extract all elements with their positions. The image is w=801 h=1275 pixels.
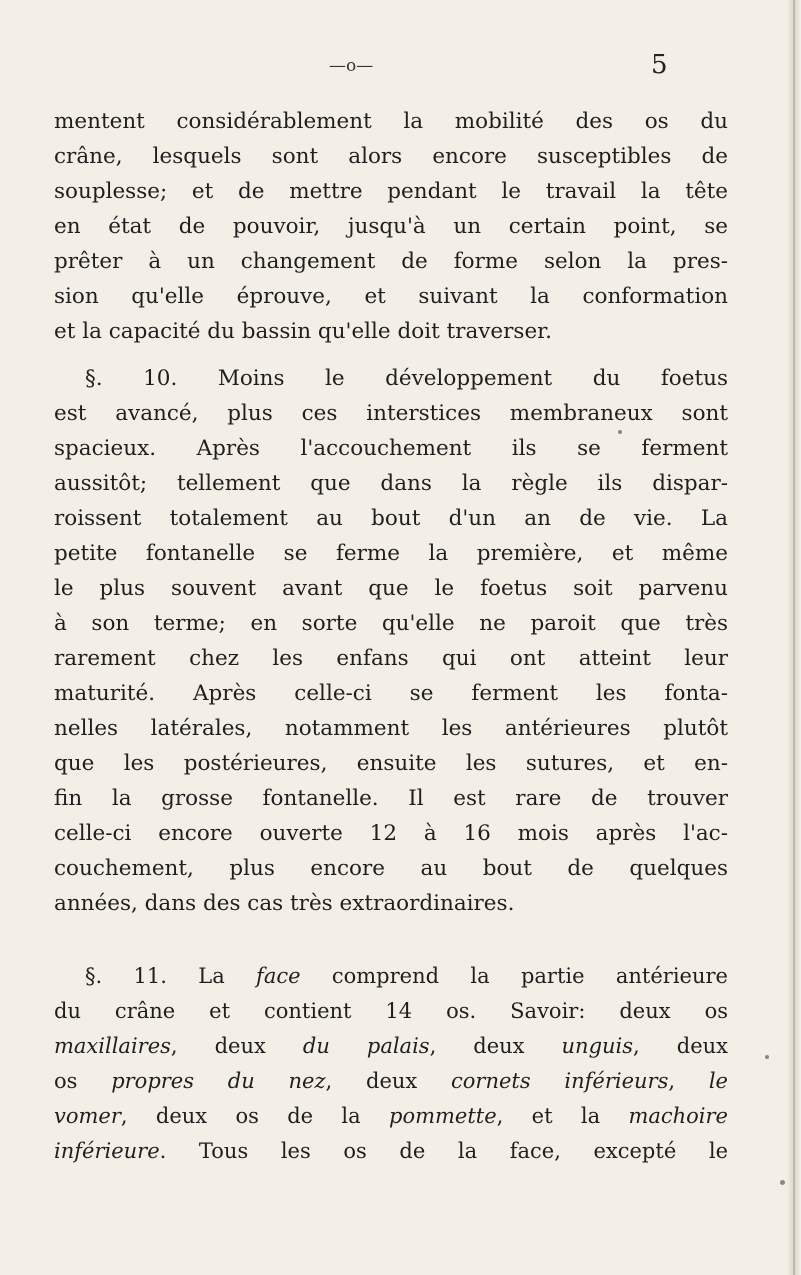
- text-line: aussitôt; tellement que dans la règle ils dispar-: [54, 471, 728, 496]
- text-line: spacieux. Après l'accouchement ils se ferment: [54, 436, 728, 461]
- paragraph-3: [54, 959, 728, 1169]
- text-line: maturité. Après celle-ci se ferment les fonta-: [54, 681, 728, 706]
- text-line: fin la grosse fontanelle. Il est rare de trouver: [54, 786, 728, 811]
- text-line: en état de pouvoir, jusqu'à un certain point, se: [54, 214, 728, 239]
- italic-term: unguis: [561, 1034, 634, 1058]
- italic-term: maxillaires: [54, 1034, 171, 1058]
- page-fold-line: [793, 0, 795, 1275]
- text-line: petite fontanelle se ferme la première, et même: [54, 541, 728, 566]
- italic-term: face: [256, 964, 301, 988]
- header-ornament: —o—: [329, 56, 374, 76]
- text-line: nelles latérales, notamment les antérieures plutôt: [54, 716, 728, 741]
- paragraph-2: [54, 361, 728, 921]
- text-line: et la capacité du bassin qu'elle doit traverser.: [54, 319, 552, 344]
- paragraph-1: [54, 104, 728, 349]
- italic-term: pommette: [389, 1104, 497, 1128]
- text-line: rarement chez les enfans qui ont atteint leur: [54, 646, 728, 671]
- paper-speck: [780, 1180, 785, 1185]
- italic-term: le: [708, 1069, 728, 1093]
- page-number: 5: [651, 50, 668, 80]
- italic-term: inférieure: [54, 1139, 160, 1163]
- text-line: crâne, lesquels sont alors encore susceptibles de: [54, 144, 728, 169]
- section-heading-line: §. 11. La face comprend la partie antérieure: [85, 964, 728, 988]
- text-line: prêter à un changement de forme selon la pres-: [54, 249, 728, 274]
- section-heading-line: §. 10. Moins le développement du foetus: [85, 366, 728, 391]
- text-line: que les postérieures, ensuite les sutures, et en-: [54, 751, 728, 776]
- text-line: vomer, deux os de la pommette, et la machoire: [54, 1104, 728, 1128]
- text-line: années, dans des cas très extraordinaires.: [54, 891, 515, 916]
- italic-term: machoire: [628, 1104, 728, 1128]
- text-line: à son terme; en sorte qu'elle ne paroit que très: [54, 611, 728, 636]
- text-line: maxillaires, deux du palais, deux unguis, deux: [54, 1034, 728, 1058]
- text-line: sion qu'elle éprouve, et suivant la conformation: [54, 284, 728, 309]
- body-text: [54, 104, 728, 921]
- text-line: du crâne et contient 14 os. Savoir: deux os: [54, 999, 728, 1023]
- italic-term: propres du nez: [111, 1069, 326, 1093]
- paper-speck: [618, 430, 622, 434]
- text-line: couchement, plus encore au bout de quelques: [54, 856, 728, 881]
- text-line: le plus souvent avant que le foetus soit parvenu: [54, 576, 728, 601]
- text-line: roissent totalement au bout d'un an de vie. La: [54, 506, 728, 531]
- paper-speck: [765, 1055, 769, 1059]
- italic-term: vomer: [54, 1104, 121, 1128]
- text-line: os propres du nez, deux cornets inférieurs, le: [54, 1069, 728, 1093]
- text-line: inférieure. Tous les os de la face, excepté le: [54, 1139, 728, 1163]
- running-header: [0, 50, 801, 90]
- text-line: souplesse; et de mettre pendant le travail la tête: [54, 179, 728, 204]
- italic-term: cornets inférieurs: [451, 1069, 669, 1093]
- italic-term: du palais: [302, 1034, 430, 1058]
- text-line: est avancé, plus ces interstices membraneux sont: [54, 401, 728, 426]
- text-line: celle-ci encore ouverte 12 à 16 mois après l'ac-: [54, 821, 728, 846]
- text-line: mentent considérablement la mobilité des os du: [54, 109, 728, 134]
